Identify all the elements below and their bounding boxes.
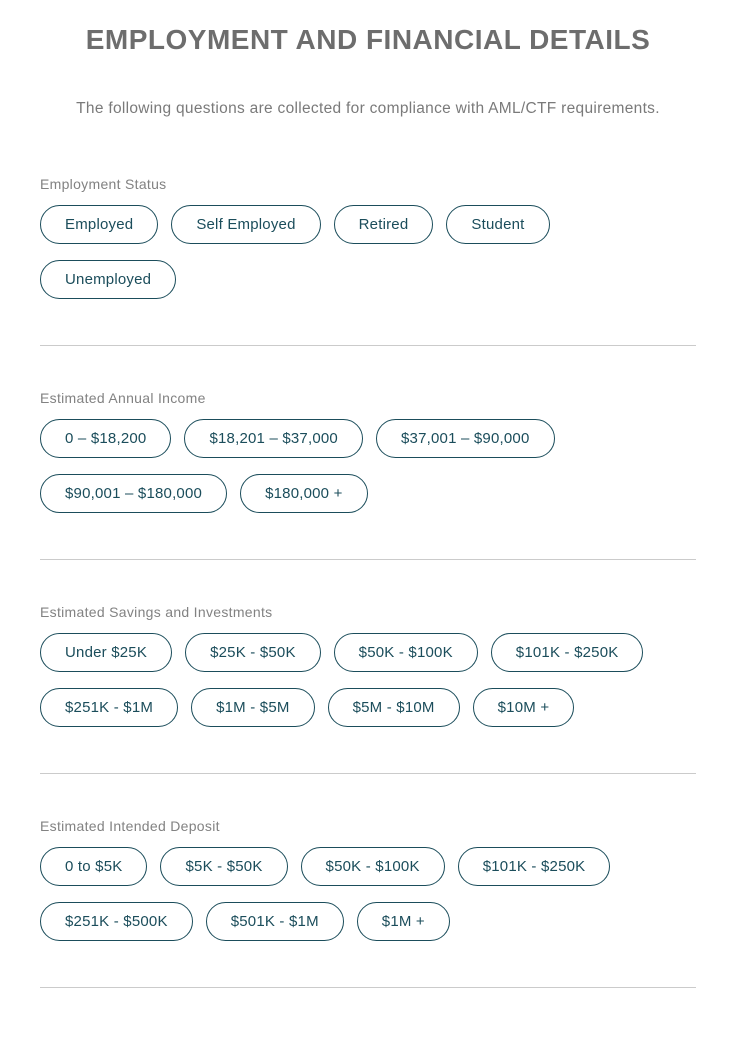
option-pill-savings-investments-7[interactable]: $10M + (473, 688, 575, 727)
option-pill-savings-investments-3[interactable]: $101K - $250K (491, 633, 644, 672)
page-subtitle: The following questions are collected for compliance with AML/CTF requirements. (76, 100, 660, 117)
option-pill-intended-deposit-0[interactable]: 0 to $5K (40, 847, 147, 886)
section-divider (40, 559, 696, 560)
section-divider (40, 345, 696, 346)
option-pill-intended-deposit-6[interactable]: $1M + (357, 902, 450, 941)
section-divider (40, 987, 696, 988)
option-pill-intended-deposit-3[interactable]: $101K - $250K (458, 847, 611, 886)
option-pill-intended-deposit-1[interactable]: $5K - $50K (160, 847, 287, 886)
option-pill-intended-deposit-4[interactable]: $251K - $500K (40, 902, 193, 941)
option-pill-intended-deposit-5[interactable]: $501K - $1M (206, 902, 344, 941)
section-label: Estimated Savings and Investments (40, 604, 273, 620)
section-divider (40, 773, 696, 774)
option-pills (40, 205, 696, 299)
section-label: Estimated Intended Deposit (40, 818, 220, 834)
option-pill-savings-investments-1[interactable]: $25K - $50K (185, 633, 321, 672)
option-pill-annual-income-1[interactable]: $18,201 – $37,000 (184, 419, 363, 458)
section-annual-income (40, 390, 696, 560)
option-pill-annual-income-2[interactable]: $37,001 – $90,000 (376, 419, 555, 458)
option-pills (40, 419, 696, 513)
option-pill-annual-income-0[interactable]: 0 – $18,200 (40, 419, 171, 458)
option-pill-employment-status-4[interactable]: Unemployed (40, 260, 176, 299)
option-pill-savings-investments-4[interactable]: $251K - $1M (40, 688, 178, 727)
option-pill-savings-investments-2[interactable]: $50K - $100K (334, 633, 478, 672)
option-pill-savings-investments-6[interactable]: $5M - $10M (328, 688, 460, 727)
option-pill-employment-status-3[interactable]: Student (446, 205, 549, 244)
option-pills (40, 633, 696, 727)
option-pill-annual-income-4[interactable]: $180,000 + (240, 474, 368, 513)
option-pills (40, 847, 696, 941)
option-pill-employment-status-0[interactable]: Employed (40, 205, 158, 244)
option-pill-annual-income-3[interactable]: $90,001 – $180,000 (40, 474, 227, 513)
section-savings-investments (40, 604, 696, 774)
page-title: EMPLOYMENT AND FINANCIAL DETAILS (85, 24, 651, 55)
form-sections (40, 176, 696, 988)
option-pill-savings-investments-5[interactable]: $1M - $5M (191, 688, 315, 727)
option-pill-intended-deposit-2[interactable]: $50K - $100K (301, 847, 445, 886)
section-label: Estimated Annual Income (40, 390, 206, 406)
option-pill-savings-investments-0[interactable]: Under $25K (40, 633, 172, 672)
section-employment-status (40, 176, 696, 346)
option-pill-employment-status-1[interactable]: Self Employed (171, 205, 320, 244)
section-intended-deposit (40, 818, 696, 988)
section-label: Employment Status (40, 176, 167, 192)
option-pill-employment-status-2[interactable]: Retired (334, 205, 434, 244)
page-header (40, 26, 696, 118)
